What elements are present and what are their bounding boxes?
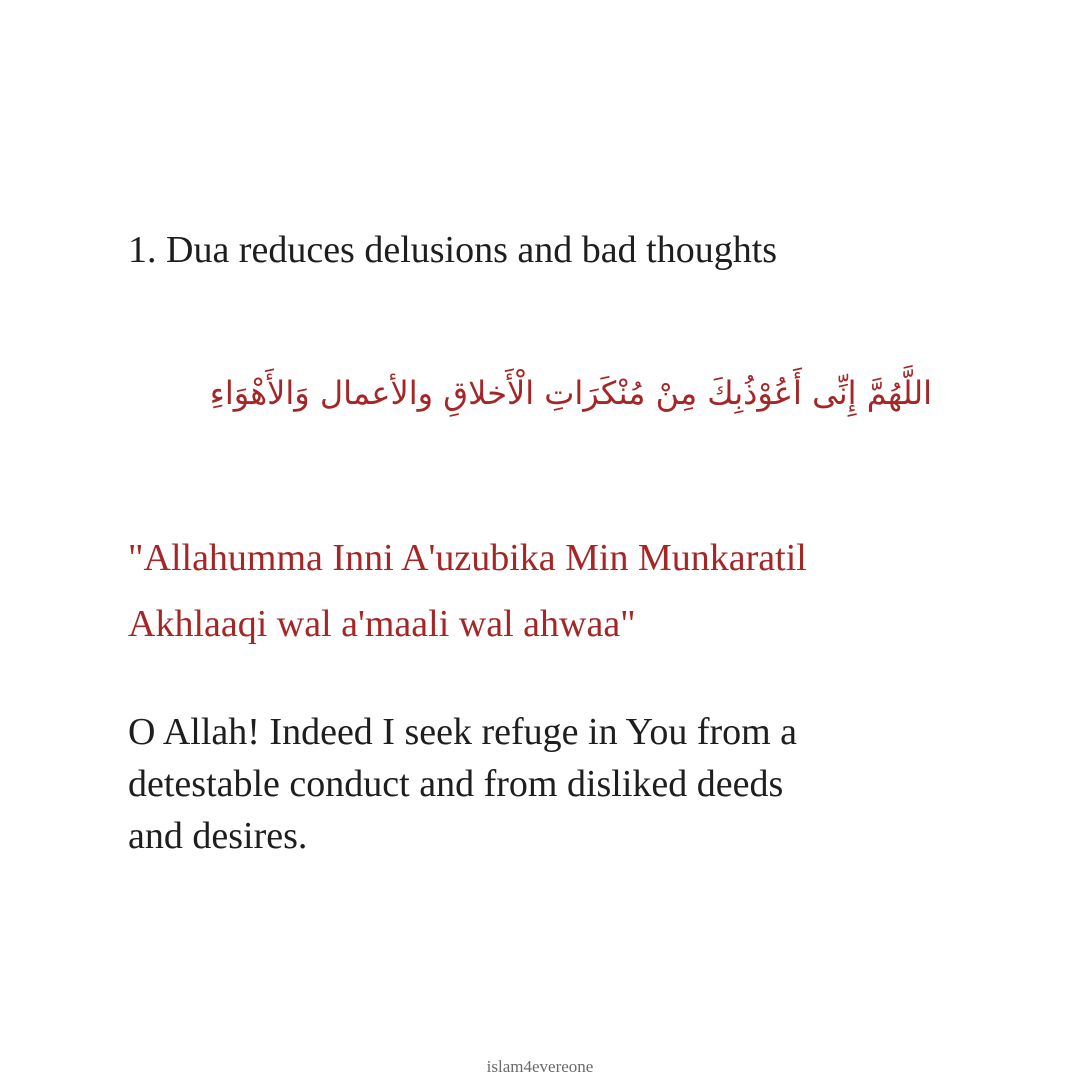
translation-line-3: and desires. [128,815,308,857]
transliteration-line-2: Akhlaaqi wal a'maali wal ahwaa" [128,603,636,645]
transliteration-block [128,525,988,657]
translation-line-1: O Allah! Indeed I seek refuge in You from a [128,711,798,753]
page-title: 1. Dua reduces delusions and bad thoughts [128,229,778,271]
translation-line-2: detestable conduct and from disliked deeds [128,763,784,805]
transliteration-line-1: "Allahumma Inni A'uzubika Min Munkaratil [128,537,807,579]
translation-block [128,706,988,862]
watermark: islam4evereone [486,1057,594,1076]
arabic-dua-text: اللَّهُمَّ إِنِّى أَعُوْذُبِكَ مِنْ مُنْكَرَاتِ الْأَخلاقِ والأعمال وَالأَهْوَاءِ [209,374,932,412]
